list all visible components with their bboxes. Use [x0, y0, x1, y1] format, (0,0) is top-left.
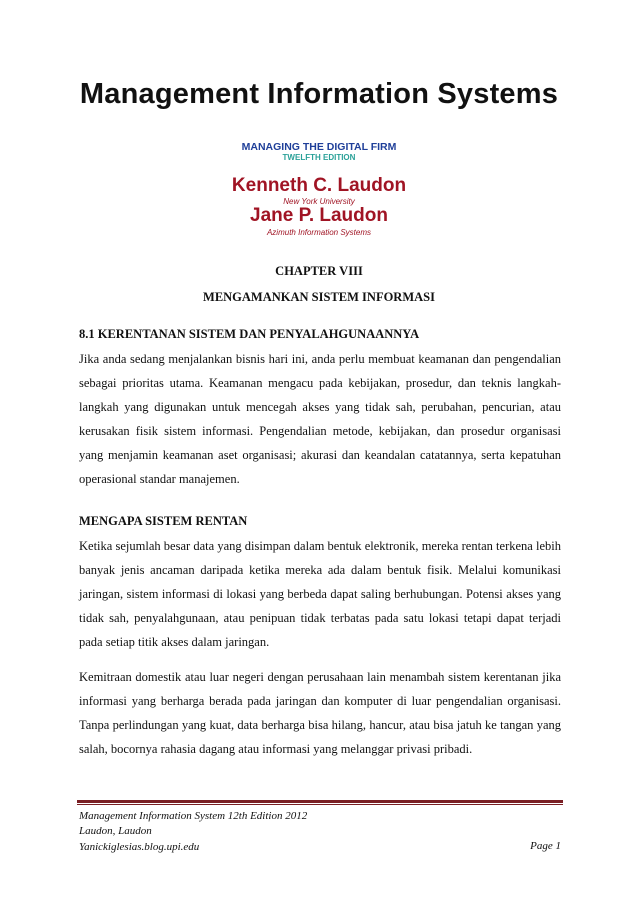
chapter-title: MENGAMANKAN SISTEM INFORMASI — [203, 290, 435, 304]
chapter-number: CHAPTER VIII — [275, 264, 363, 278]
book-edition: TWELFTH EDITION — [282, 153, 356, 162]
author-name-2: Jane P. Laudon — [250, 205, 388, 226]
footer-rule-thin — [77, 804, 563, 805]
author-affiliation-1: New York University — [283, 197, 355, 206]
page-number: Page 1 — [530, 840, 561, 852]
author-name-1: Kenneth C. Laudon — [231, 175, 407, 196]
footer-source: Yanickiglesias.blog.upi.edu — [79, 841, 200, 853]
author-affiliation-2: Azimuth Information Systems — [266, 228, 372, 237]
section-2-paragraph-2: Kemitraan domestik atau luar negeri dengan perusahaan lain menambah sistem kerentanan jika informasi yang berharga berada pada jaringan dan komputer di luar pengendalian organisasi. Tanpa perlindungan yang kuat, data berharga bisa hilang, hancur, atau bisa jatuh ke tangan yang salah, bocornya rahasia dagang atau informasi yang melanggar privasi pribadi. — [79, 670, 561, 757]
section-heading-1: 8.1 KERENTANAN SISTEM DAN PENYALAHGUNAANNYA — [79, 327, 420, 341]
book-subtitle: MANAGING THE DIGITAL FIRM — [241, 141, 397, 153]
section-2-paragraph-1: Ketika sejumlah besar data yang disimpan dalam bentuk elektronik, mereka rentan terkena lebih banyak jenis ancaman daripada ketika mereka ada dalam bentuk fisik. Melalui komunikasi jaringan, sistem informasi di lokasi yang berbeda dapat saling berhubungan. Potensi akses yang tidak sah, penyalahgunaan, atau penipuan tidak terbatas pada satu lokasi tetapi dapat terjadi pada setiap titik akses dalam jaringan. — [79, 539, 561, 650]
document-title: Management Information Systems — [79, 78, 559, 110]
section-1-paragraph-1: Jika anda sedang menjalankan bisnis hari ini, anda perlu membuat keamanan dan pengendalian sebagai prioritas utama. Keamanan mengacu pada kebijakan, prosedur, dan teknis langkah-langkah yang digunakan untuk mencegah akses yang tidak sah, perubahan, pencurian, atau kerusakan fisik sistem informasi. Pengendalian metode, kebijakan, dan prosedur organisasi yang menjamin keamanan aset organisasi; akurasi dan keandalan catatannya, serta kepatuhan operasional standar manajemen. — [79, 352, 561, 487]
footer-book-title: Management Information System 12th Edition 2012 — [79, 810, 308, 822]
footer-authors: Laudon, Laudon — [79, 825, 152, 837]
footer-rule-thick — [77, 800, 563, 803]
section-heading-2: MENGAPA SISTEM RENTAN — [79, 514, 248, 528]
